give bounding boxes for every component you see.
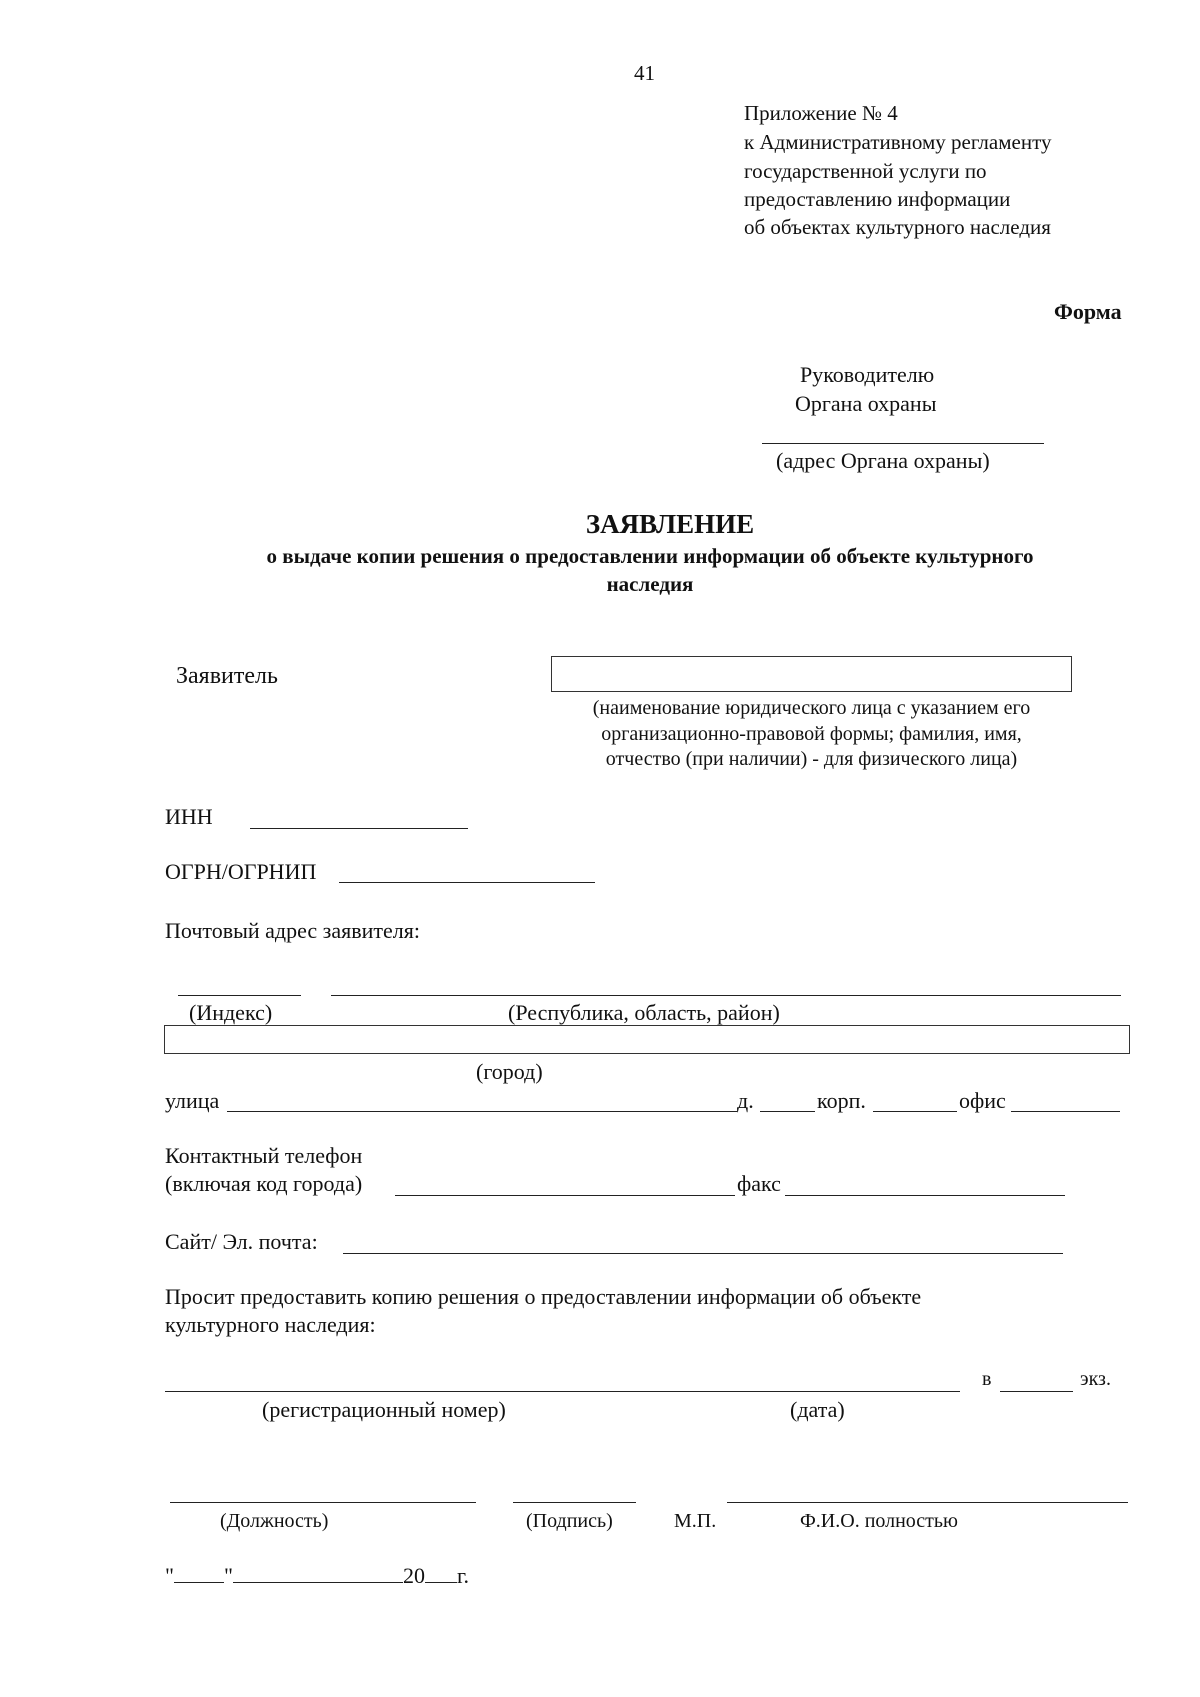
street-label: улица [165, 1088, 220, 1113]
fax-field[interactable] [785, 1195, 1065, 1196]
house-field[interactable] [760, 1111, 815, 1112]
applicant-label: Заявитель [176, 663, 278, 689]
index-field[interactable] [178, 995, 301, 996]
copies-unit-label: экз. [1080, 1368, 1111, 1390]
inn-field[interactable] [250, 828, 468, 829]
fax-label: факс [737, 1171, 781, 1196]
position-field[interactable] [170, 1502, 476, 1503]
postal-address-label: Почтовый адрес заявителя: [165, 918, 421, 943]
request-text: культурного наследия: [165, 1312, 376, 1337]
office-field[interactable] [1011, 1111, 1120, 1112]
annex-line: предоставлению информации [744, 187, 1011, 211]
applicant-caption: (наименование юридического лица с указанием его [592, 697, 1031, 719]
date-caption: (дата) [790, 1397, 845, 1422]
building-field[interactable] [873, 1111, 957, 1112]
full-name-field[interactable] [727, 1502, 1128, 1503]
annex-line: Приложение № 4 [744, 101, 898, 125]
office-label: офис [959, 1088, 1006, 1113]
copies-count-field[interactable] [1000, 1391, 1073, 1392]
signature-caption: (Подпись) [526, 1510, 613, 1532]
registration-number-caption: (регистрационный номер) [262, 1397, 506, 1422]
day-field[interactable] [174, 1562, 224, 1583]
index-caption: (Индекс) [189, 1000, 273, 1025]
request-text: Просит предоставить копию решения о предоставлении информации об объекте [165, 1284, 922, 1309]
form-label: Форма [1054, 299, 1122, 324]
applicant-caption: организационно-правовой формы; фамилия, имя, [601, 723, 1022, 745]
phone-label-sub: (включая код города) [165, 1171, 363, 1196]
date-line [165, 1562, 469, 1590]
addressee-caption: (адрес Органа охраны) [776, 448, 990, 473]
inn-label: ИНН [165, 804, 213, 829]
month-field[interactable] [233, 1562, 403, 1583]
addressee-line: Руководителю [800, 362, 935, 387]
registration-date-field[interactable] [165, 1391, 960, 1392]
addressee-address-line[interactable] [762, 443, 1044, 444]
year-prefix: 20 [402, 1563, 425, 1588]
document-subtitle: наследия [606, 572, 694, 596]
year-field[interactable] [425, 1562, 457, 1583]
region-field[interactable] [331, 995, 1121, 996]
applicant-name-field[interactable] [551, 656, 1072, 692]
ogrn-field[interactable] [339, 882, 595, 883]
page-number: 41 [634, 61, 655, 85]
position-caption: (Должность) [220, 1510, 329, 1532]
year-suffix: г. [456, 1563, 470, 1588]
document-title: ЗАЯВЛЕНИЕ [585, 509, 755, 539]
annex-line: к Административному регламенту [744, 130, 1052, 154]
annex-line: об объектах культурного наследия [744, 215, 1051, 239]
site-email-label: Сайт/ Эл. почта: [165, 1229, 318, 1254]
building-label: корп. [817, 1088, 866, 1113]
quote-open: " [165, 1563, 174, 1588]
street-field[interactable] [227, 1111, 737, 1112]
city-caption: (город) [476, 1059, 543, 1084]
applicant-caption: отчество (при наличии) - для физического лица) [605, 748, 1018, 770]
full-name-caption: Ф.И.О. полностью [800, 1510, 958, 1532]
region-caption: (Республика, область, район) [508, 1000, 780, 1025]
city-field[interactable] [164, 1025, 1130, 1054]
quote-close: " [223, 1563, 233, 1588]
document-subtitle: о выдаче копии решения о предоставлении информации об объекте культурного [266, 544, 1034, 568]
site-email-field[interactable] [343, 1253, 1063, 1254]
house-label: д. [737, 1088, 754, 1113]
annex-line: государственной услуги по [744, 159, 987, 183]
addressee-line: Органа охраны [795, 391, 937, 416]
signature-field[interactable] [513, 1502, 636, 1503]
copies-in-label: в [982, 1368, 992, 1390]
ogrn-label: ОГРН/ОГРНИП [165, 859, 317, 884]
seal-label: М.П. [674, 1510, 717, 1532]
phone-label: Контактный телефон [165, 1143, 363, 1168]
phone-field[interactable] [395, 1195, 735, 1196]
